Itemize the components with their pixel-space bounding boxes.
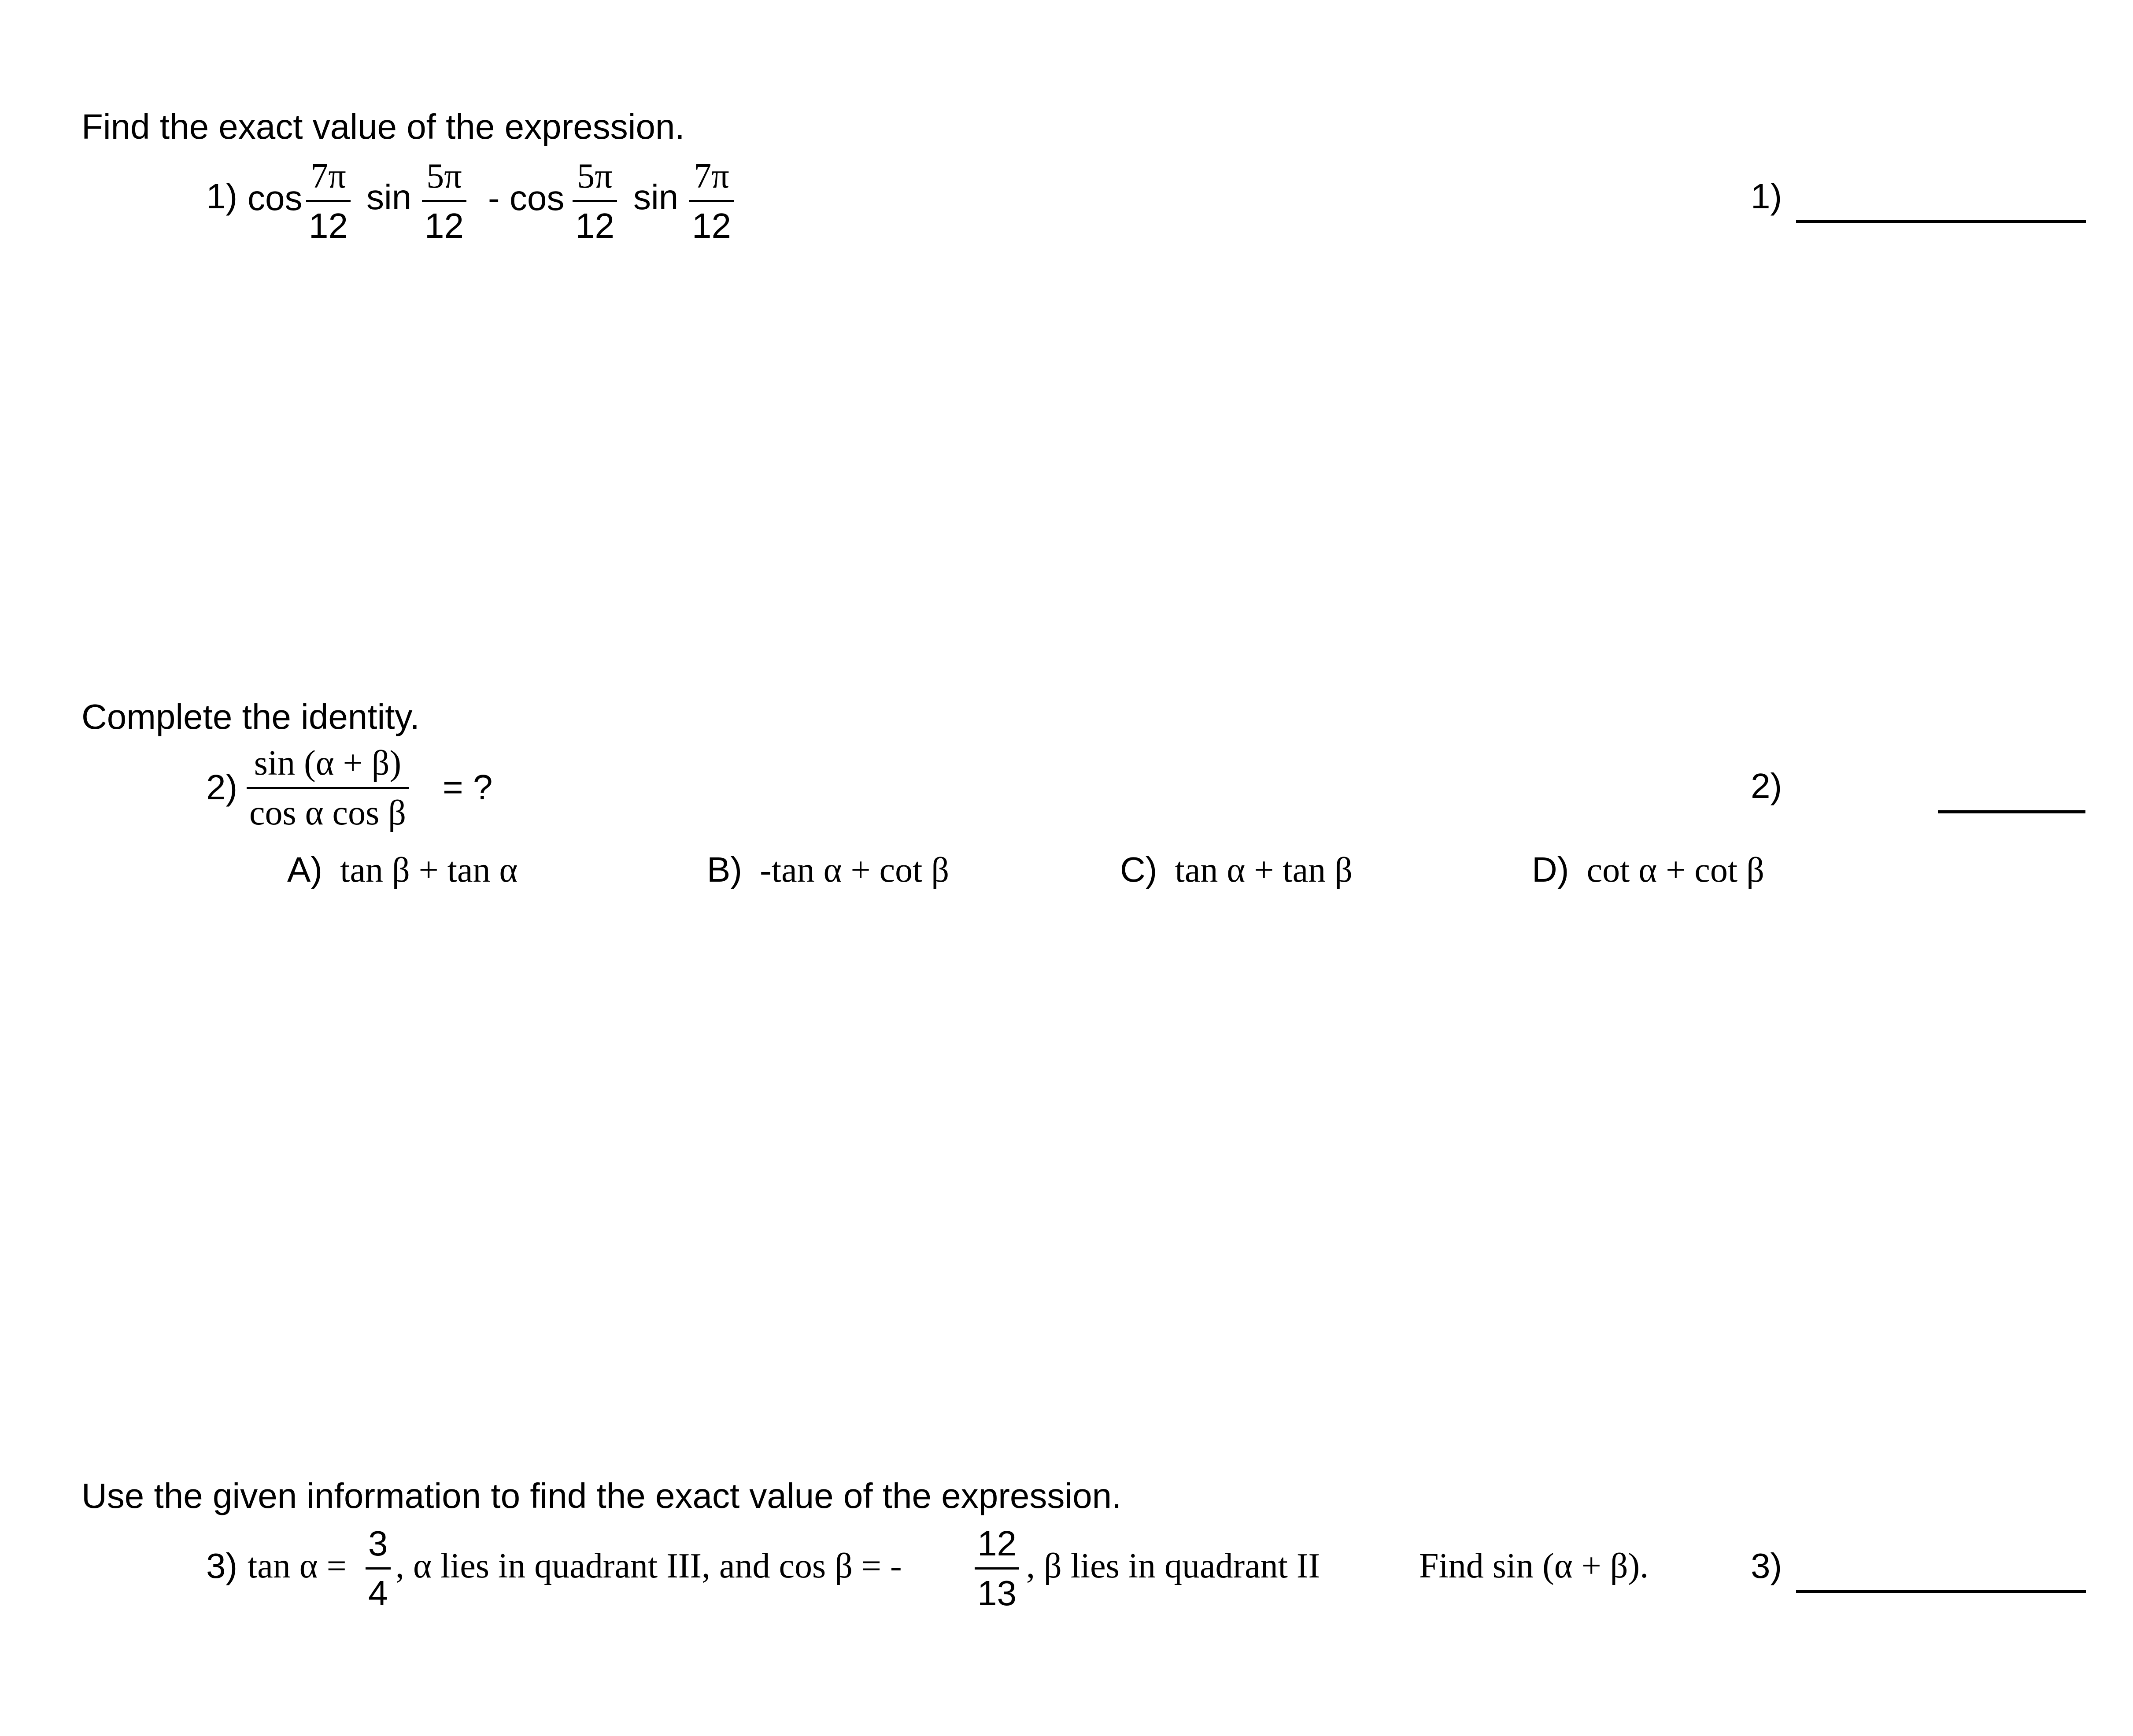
problem-1-fraction-1 [306,159,351,244]
fraction-numerator: 5π [426,157,462,196]
problem-3-fraction-2 [975,1526,1019,1611]
answer-3-label: 3) [1751,1546,1782,1585]
answer-1-blank[interactable] [1796,220,2086,223]
choice-c[interactable] [1120,852,1353,888]
choice-c-text: tan α + tan β [1175,851,1353,890]
fraction-numerator: 7π [311,157,346,196]
fraction-numerator: sin (α + β) [254,744,402,783]
fraction-denominator: 12 [575,206,614,245]
fraction-denominator: 13 [977,1573,1017,1613]
fraction-denominator: 12 [692,206,731,245]
choice-c-label: C) [1120,850,1157,889]
problem-2-fraction [247,746,409,831]
choice-a-text: tan β + tan α [340,851,518,890]
choice-d-text: cot α + cot β [1586,851,1764,890]
instruction-1: Find the exact value of the expression. [81,107,685,146]
fraction-numerator: 7π [694,157,729,196]
fraction-denominator: 12 [425,206,464,245]
problem-1-fraction-4 [689,159,734,244]
choice-d-label: D) [1532,850,1569,889]
fraction-denominator: 12 [309,206,348,245]
fraction-numerator: 12 [977,1524,1017,1563]
choice-b-text: -tan α + cot β [760,851,950,890]
instruction-2: Complete the identity. [81,697,420,736]
answer-2-blank[interactable] [1938,810,2085,813]
fraction-denominator: cos α cos β [249,794,406,832]
problem-1-cos: cos [248,178,303,218]
problem-1-minus-cos: - cos [488,178,565,218]
answer-3-blank[interactable] [1796,1590,2086,1593]
choice-a[interactable] [287,852,518,888]
problem-3-fraction-1 [366,1526,391,1611]
problem-2-rhs: = ? [443,768,493,807]
choice-b[interactable] [707,852,949,888]
answer-1-label: 1) [1751,177,1782,216]
problem-1-fraction-3 [573,159,617,244]
fraction-numerator: 3 [368,1524,388,1563]
problem-1-sin: sin [366,177,412,217]
problem-2-number: 2) [206,768,238,807]
instruction-3: Use the given information to find the exact value of the expression. [81,1476,1122,1515]
problem-3-tan-alpha: tan α = [248,1547,347,1585]
fraction-denominator: 4 [368,1573,388,1613]
problem-1-number: 1) [206,177,238,216]
choice-b-label: B) [707,850,742,889]
problem-3-beta-condition: , β lies in quadrant II [1026,1547,1320,1585]
problem-1-fraction-2 [422,159,466,244]
problem-3-alpha-condition: , α lies in quadrant III, and cos β = - [396,1547,902,1585]
answer-2-label: 2) [1751,766,1782,805]
choice-d[interactable] [1532,852,1764,888]
problem-1-sin-2: sin [633,177,679,217]
problem-3-task: Find sin (α + β). [1419,1547,1649,1585]
problem-3-number: 3) [206,1546,238,1585]
choice-a-label: A) [287,850,322,889]
fraction-numerator: 5π [577,157,613,196]
